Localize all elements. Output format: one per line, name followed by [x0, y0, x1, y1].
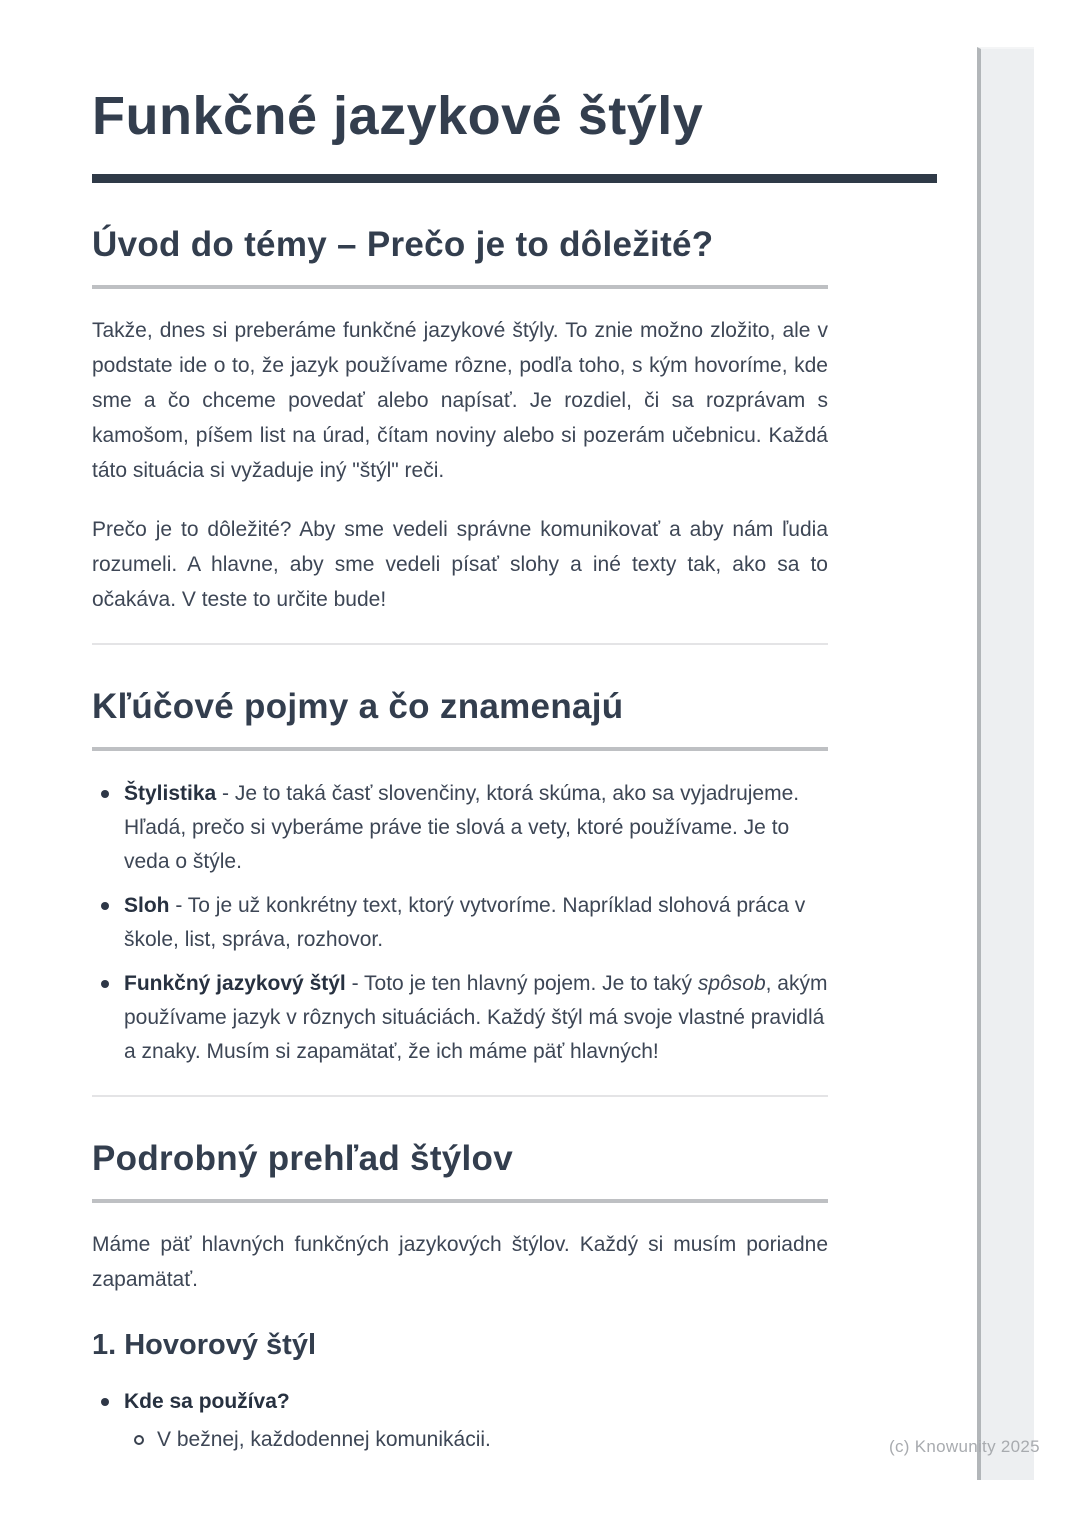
term-label: Funkčný jazykový štýl: [124, 972, 346, 995]
usage-answer-list: [124, 1423, 828, 1457]
intro-paragraph-1: Takže, dnes si preberáme funkčné jazykové štýly. To znie možno zložito, ale v podstate ide o to, že jazyk používame rôzne, podľa toho, s kým hovoríme, kde sme a čo chceme povedať alebo napísať. Je rozdiel, či sa rozprávam s kamošom, píšem list na úrad, čítam noviny alebo si pozerám učebnicu. Každá táto situácia si vyžaduje iný "štýl" reči.: [92, 319, 828, 482]
list-item-sloh: [92, 889, 828, 957]
bullet-icon: [101, 980, 109, 988]
term-description: - To je už konkrétny text, ktorý vytvoríme. Napríklad slohová práca v škole, list, správa, rozhovor.: [124, 894, 806, 951]
heading-rule: [92, 747, 828, 751]
section-heading-intro: Úvod do témy – Prečo je to dôležité?: [92, 225, 714, 264]
list-item-usage: [92, 1385, 828, 1457]
italic-word: spôsob: [697, 972, 766, 995]
page-title: Funkčné jazykové štýly: [92, 86, 704, 146]
overview-paragraph: Máme päť hlavných funkčných jazykových štýlov. Každý si musím poriadne zapamätať.: [92, 1233, 828, 1291]
section-heading-overview: Podrobný prehľad štýlov: [92, 1139, 514, 1178]
scrollbar[interactable]: [977, 47, 1034, 1480]
key-term-list: [92, 777, 828, 1069]
section-divider: [92, 1095, 828, 1097]
term-label: Sloh: [124, 894, 170, 917]
intro-paragraph-2: Prečo je to dôležité? Aby sme vedeli správne komunikovať a aby nám ľudia rozumeli. A hlavne, aby sme vedeli písať slohy a iné texty tak, ako sa to očakáva. V teste to určite bude!: [92, 518, 828, 611]
section-divider: [92, 643, 828, 645]
heading-rule: [92, 285, 828, 289]
bullet-icon: [101, 1398, 109, 1406]
heading-rule: [92, 1199, 828, 1203]
list-item-funkcny-styl: [92, 967, 828, 1069]
style-detail-list: [92, 1385, 828, 1457]
term-description: , akým používame jazyk v rôznych situáciách. Každý štýl má svoje vlastné pravidlá a znaky. Musím si zapamätať, že ich máme päť hlavných!: [124, 972, 828, 1063]
usage-question: Kde sa používa?: [124, 1390, 290, 1413]
footer-copyright: (c) Knowunity 2025: [889, 1437, 1040, 1456]
list-item-usage-answer: [124, 1423, 828, 1457]
list-item-stylistika: [92, 777, 828, 879]
title-rule: [92, 174, 937, 183]
term-description: - Je to taká časť slovenčiny, ktorá skúma, ako sa vyjadrujeme. Hľadá, prečo si vyberáme práve tie slová a vety, ktoré používame. Je to veda o štýle.: [124, 782, 800, 873]
usage-answer: V bežnej, každodennej komunikácii.: [157, 1428, 491, 1451]
term-description: - Toto je ten hlavný pojem. Je to taký: [345, 972, 698, 995]
section-heading-key-concepts: Kľúčové pojmy a čo znamenajú: [92, 687, 624, 726]
page-content: [92, 84, 937, 1457]
style-heading-hovorovy: 1. Hovorový štýl: [92, 1329, 317, 1361]
bullet-icon: [101, 902, 109, 910]
term-label: Štylistika: [124, 782, 217, 805]
circle-bullet-icon: [134, 1435, 144, 1445]
bullet-icon: [101, 790, 109, 798]
